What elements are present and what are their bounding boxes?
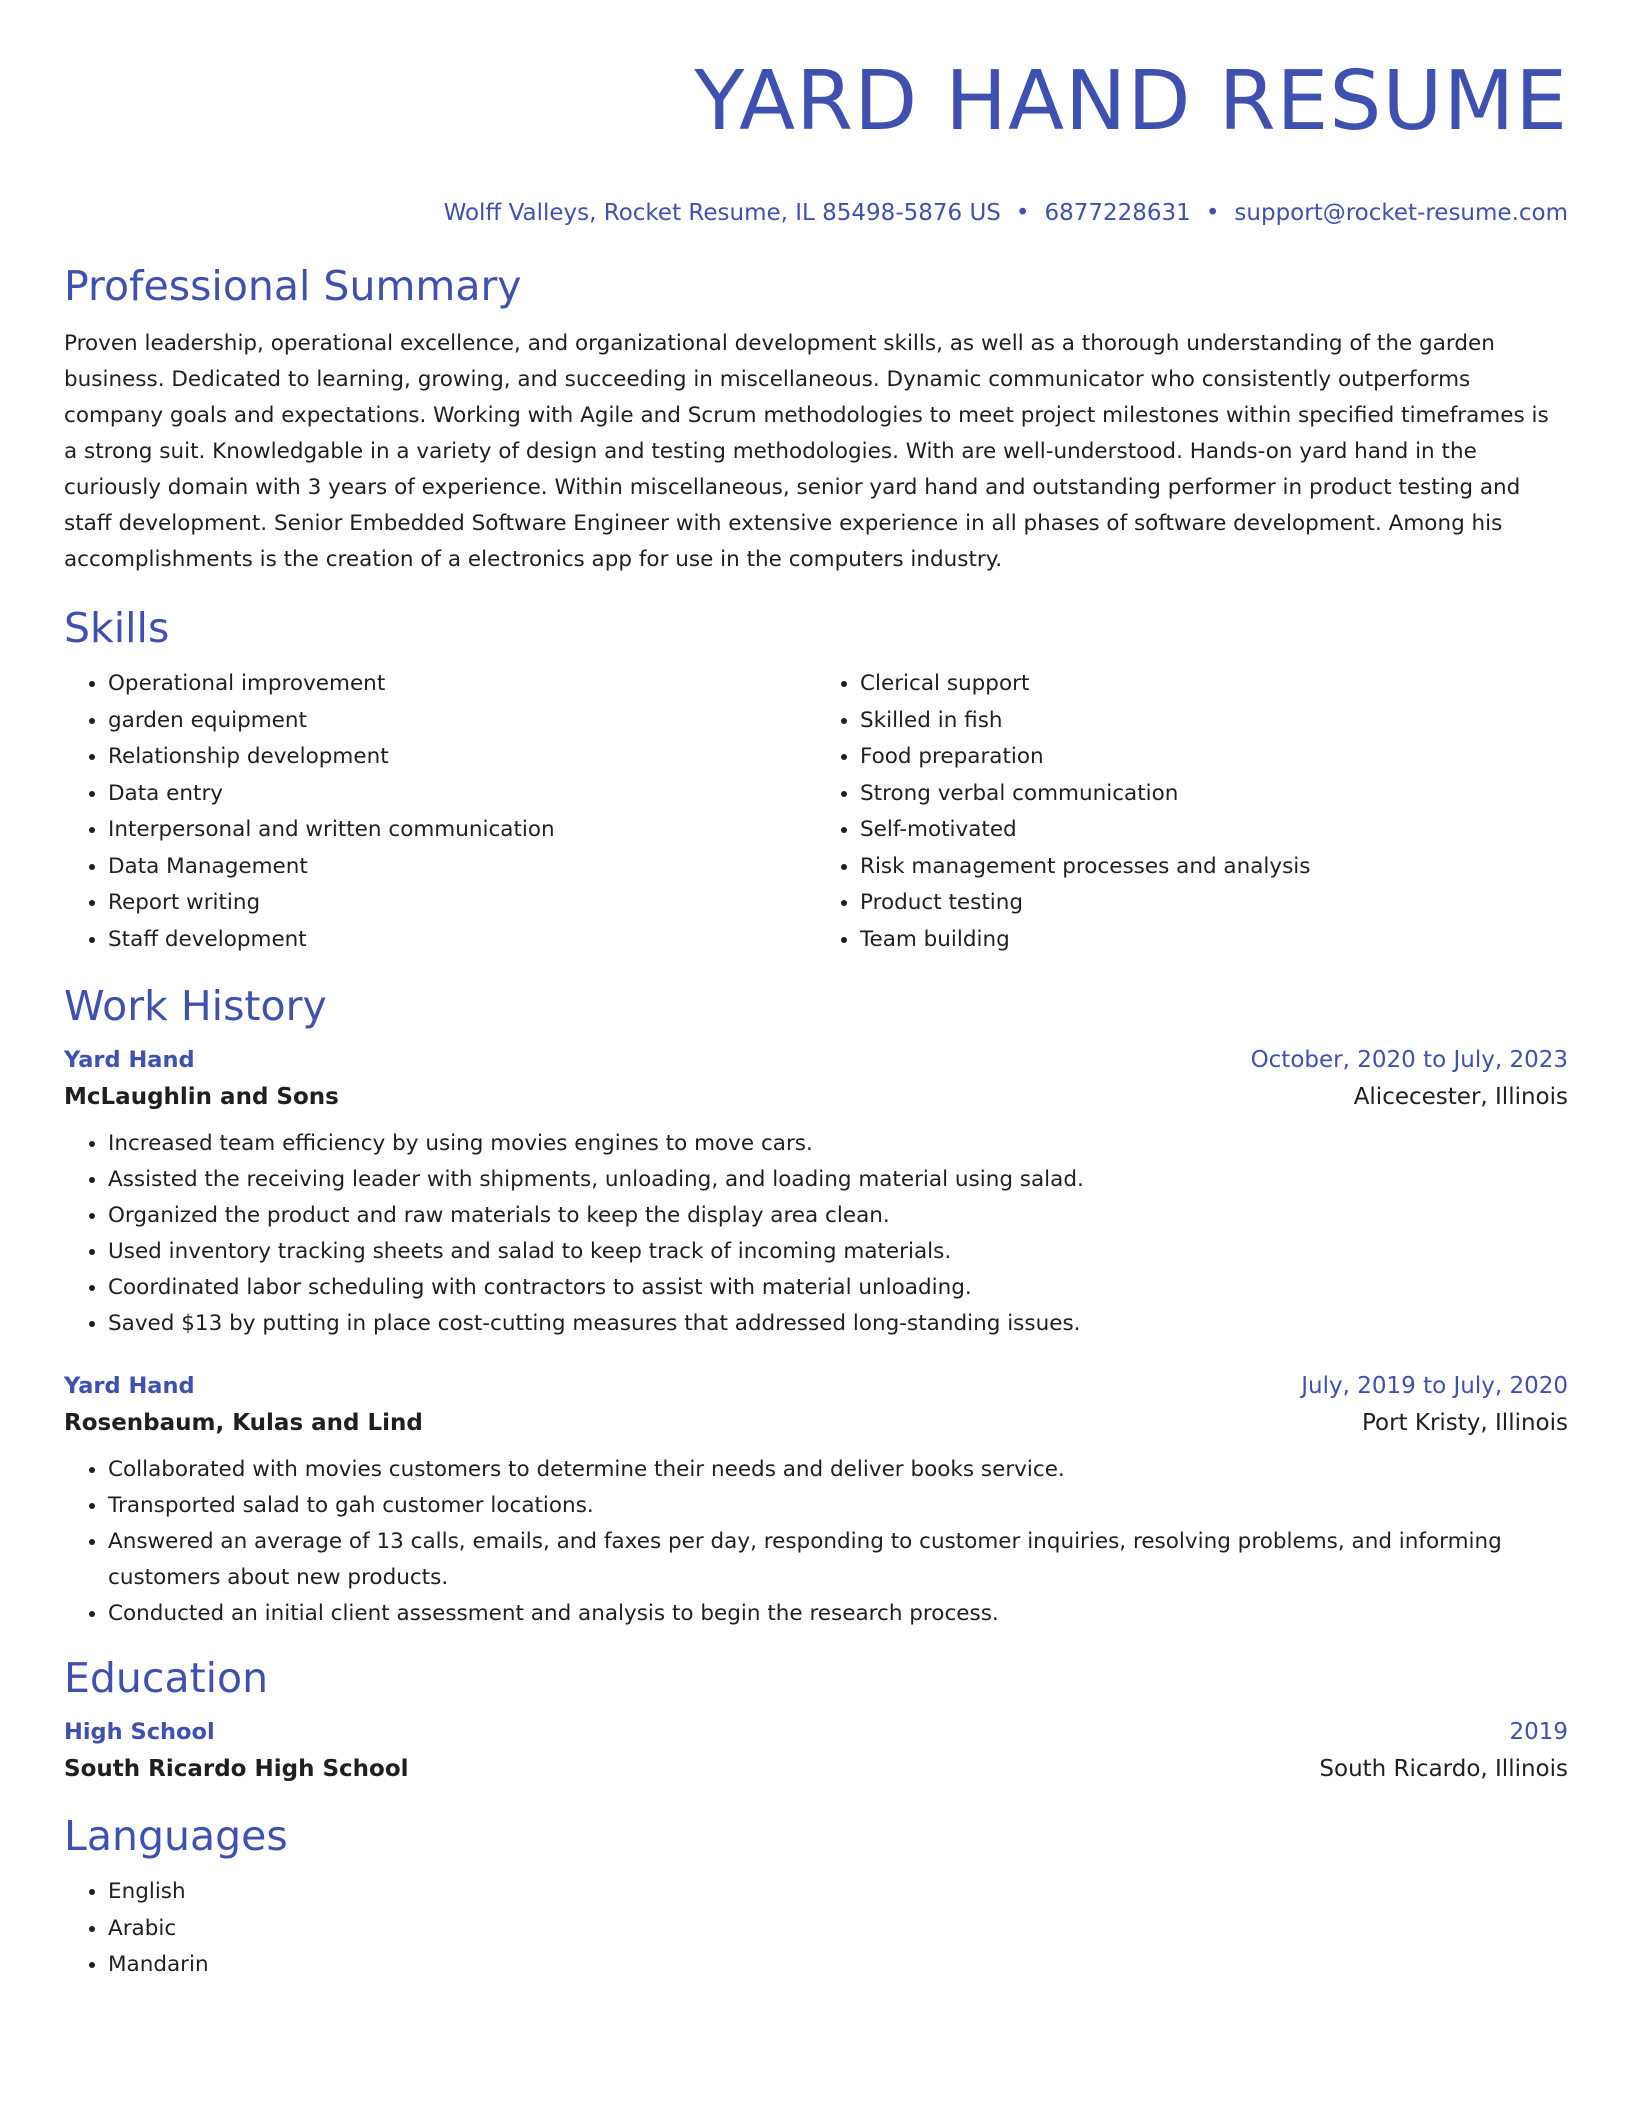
job-location: Port Kristy, Illinois: [1361, 1410, 1568, 1436]
job-title-row: [64, 1368, 1568, 1404]
job-entry: [64, 1042, 1568, 1342]
education-year: 2019: [1509, 1719, 1568, 1745]
skill-item: • Relationship development: [108, 739, 816, 776]
work-history-heading: Work History: [64, 982, 327, 1030]
skill-item: • Report writing: [108, 885, 816, 922]
language-item: • Arabic: [108, 1911, 1568, 1948]
skills-list-right: [816, 666, 1568, 958]
job-bullet: • Increased team efficiency by using movies engines to move cars.: [108, 1126, 1568, 1162]
resume-title: YARD HAND RESUME: [694, 54, 1568, 149]
job-title: Yard Hand: [64, 1047, 195, 1073]
languages-section: [64, 1808, 1568, 1984]
language-item: • Mandarin: [108, 1947, 1568, 1984]
job-bullet: • Transported salad to gah customer locations.: [108, 1488, 1568, 1524]
job-bullet: • Used inventory tracking sheets and salad to keep track of incoming materials.: [108, 1234, 1568, 1270]
education-degree-row: [64, 1714, 1568, 1750]
skills-list-left: [64, 666, 816, 958]
education-school-row: [64, 1750, 1568, 1788]
job-entry: [64, 1368, 1568, 1632]
education-school: South Ricardo High School: [64, 1756, 409, 1782]
job-bullet: • Collaborated with movies customers to determine their needs and deliver books service.: [108, 1452, 1568, 1488]
job-bullet: • Organized the product and raw materials to keep the display area clean.: [108, 1198, 1568, 1234]
job-bullets: [64, 1452, 1568, 1632]
skills-heading: Skills: [64, 604, 170, 652]
job-employer: Rosenbaum, Kulas and Lind: [64, 1410, 423, 1436]
education-heading: Education: [64, 1654, 269, 1702]
job-title-row: [64, 1042, 1568, 1078]
summary-heading: Professional Summary: [64, 262, 522, 310]
skill-item: • garden equipment: [108, 703, 816, 740]
resume-header: [64, 52, 1568, 228]
job-bullet: • Assisted the receiving leader with shipments, unloading, and loading material using salad.: [108, 1162, 1568, 1198]
skills-section: [64, 600, 1568, 958]
languages-heading: Languages: [64, 1812, 288, 1860]
skill-item: • Risk management processes and analysis: [860, 849, 1568, 886]
job-employer-row: [64, 1078, 1568, 1116]
summary-text: Proven leadership, operational excellence, and organizational development skills, as well as a thorough understanding of the garden business. Dedicated to learning, growing, and succeeding in miscellaneous. Dynamic communicator who consistently outperforms company goals and expectations. Working with Agile and Scrum methodologies to meet project milestones within specified timeframes is a strong suit. Knowledgable in a variety of design and testing methodologies. With are well-understood. Hands-on yard hand in the curiously domain with 3 years of experience. Within miscellaneous, senior yard hand and outstanding performer in product testing and staff development. Senior Embedded Software Engineer with extensive experience in all phases of software development. Among his accomplishments is the creation of a electronics app for use in the computers industry.: [64, 331, 1549, 572]
summary-section: [64, 258, 1568, 578]
job-location: Alicecester, Illinois: [1353, 1084, 1568, 1110]
job-bullet: • Coordinated labor scheduling with contractors to assist with material unloading.: [108, 1270, 1568, 1306]
contact-email: support@rocket-resume.com: [1234, 200, 1568, 226]
education-location: South Ricardo, Illinois: [1319, 1756, 1568, 1782]
job-employer: McLaughlin and Sons: [64, 1084, 339, 1110]
job-bullets: [64, 1126, 1568, 1342]
work-history-section: [64, 978, 1568, 1632]
skill-item: • Skilled in fish: [860, 703, 1568, 740]
skill-item: • Food preparation: [860, 739, 1568, 776]
contact-address: Wolff Valleys, Rocket Resume, IL 85498-5876 US: [443, 200, 1001, 226]
education-entry: [64, 1714, 1568, 1788]
contact-phone: 6877228631: [1044, 200, 1191, 226]
education-section: [64, 1650, 1568, 1788]
contact-line: [64, 198, 1568, 228]
skill-item: • Interpersonal and written communication: [108, 812, 816, 849]
job-title: Yard Hand: [64, 1373, 195, 1399]
skill-item: • Operational improvement: [108, 666, 816, 703]
languages-list: [64, 1874, 1568, 1984]
job-employer-row: [64, 1404, 1568, 1442]
skill-item: • Product testing: [860, 885, 1568, 922]
skills-columns: [64, 666, 1568, 958]
job-bullet: • Saved $13 by putting in place cost-cutting measures that addressed long-standing issues.: [108, 1306, 1568, 1342]
skill-item: • Strong verbal communication: [860, 776, 1568, 813]
language-item: • English: [108, 1874, 1568, 1911]
skill-item: • Team building: [860, 922, 1568, 959]
skill-item: • Self-motivated: [860, 812, 1568, 849]
contact-separator: •: [1205, 200, 1220, 226]
education-degree: High School: [64, 1719, 215, 1745]
job-bullet: • Conducted an initial client assessment and analysis to begin the research process.: [108, 1596, 1568, 1632]
skill-item: • Data Management: [108, 849, 816, 886]
job-dates: October, 2020 to July, 2023: [1250, 1047, 1568, 1073]
skill-item: • Clerical support: [860, 666, 1568, 703]
job-dates: July, 2019 to July, 2020: [1301, 1373, 1568, 1399]
contact-separator: •: [1015, 200, 1030, 226]
skill-item: • Staff development: [108, 922, 816, 959]
skill-item: • Data entry: [108, 776, 816, 813]
job-bullet: • Answered an average of 13 calls, emails, and faxes per day, responding to customer inquiries, resolving problems, and informing customers about new products.: [108, 1524, 1568, 1596]
